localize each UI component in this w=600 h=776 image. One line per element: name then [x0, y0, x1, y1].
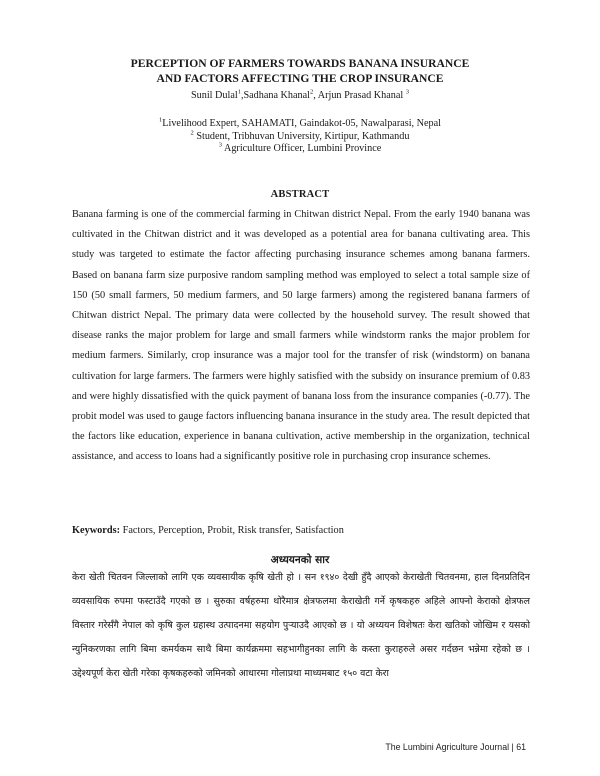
author-name: Sunil Dulal: [190, 90, 238, 101]
affiliation-list: [0, 118, 600, 156]
abstract-heading: ABSTRACT: [270, 189, 330, 200]
author-superscript: 3: [405, 88, 409, 96]
affiliation-line: $^2$ Student, Tribhuvan University, Kirtipur, Kathmandu: [190, 129, 410, 142]
abstract-text: Banana farming is one of the commercial farming in Chitwan district Nepal. From the early 1940 banana was cultivated in the Chitwan district and it was developed as a potential area for banana cultivating area. This study was targeted to estimate the factor affecting purchasing insurance schemes among banana farmers. Based on banana farm size purposive random sampling method was employed to select a total sample size of 150 (50 small farmers, 50 medium farmers, and 50 large farmers) among the registered banana farmers of Chitwan district Nepal. The primary data were collected by the household survey. The result showed that disease ranks the major problem for large and small farmers while windstorm ranks the major problem for medium farmers. Similarly, crop insurance was a major tool for the transfer of risk (windstorm) on banana cultivation for large farmers. The farmers were highly satisfied with the subsidy on insurance premium of 0.83 and were highly dissatisfied with the quick payment of banana loss from the insurance companies (-0.77). The probit model was used to gauge factors influencing banana insurance in the study area. The result depicted that the factors like education, experience in banana cultivation, active membership in the organization, technical assistance, and access to loans had a significantly positive role in purchasing crop insurance schemes.: [72, 209, 530, 463]
title-line-1: PERCEPTION OF FARMERS TOWARDS BANANA INSURANCE: [130, 57, 470, 70]
page-footer: The Lumbini Agriculture Journal | 61: [385, 742, 526, 752]
affiliation-line: $^1$Livelihood Expert, SAHAMATI, Gaindakot-05, Nawalparasi, Nepal: [159, 116, 441, 129]
nepali-abstract-heading: अध्ययनको सार: [270, 554, 330, 566]
author-list: Sunil Dulal$^1$,Sadhana Khanal$^2$, Arjun Prasad Khanal $^3$: [190, 88, 409, 101]
title-line-2: AND FACTORS AFFECTING THE CROP INSURANCE: [156, 72, 444, 85]
affiliation-line: $^3$ Agriculture Officer, Lumbini Province: [218, 141, 382, 154]
keywords-label: Keywords:: [72, 525, 121, 536]
keywords-text: Factors, Perception, Probit, Risk transfer, Satisfaction: [120, 525, 344, 536]
author-name: Arjun Prasad Khanal: [317, 90, 404, 101]
paper-title: [0, 56, 600, 86]
author-name: Sadhana Khanal: [243, 90, 310, 101]
nepali-abstract-text: केरा खेती चितवन जिल्लाको लागि एक व्यवसायीक कृषि खेती हो । सन १९४० देखी हुँदै आएको केराखेती चितवनमा, हाल दिनप्रतिदिन व्यवसायिक रुपमा फस्टाउँदै गएको छ । सुरुका वर्षहरुमा थोरैमात्र क्षेत्रफलमा केराखेती गर्ने कृषकहरु अहिले आफ्नो केराको क्षेत्रफल विस्तार गरेर्सँगै नेपाल को कृषि कुल ग्रहास्थ उत्पादनमा सहयोग पुऱ्याउदै आएको छ । यो अध्ययन विशेषतः केरा खतिको जोखिम र यसको न्युनिकरणका लागि बिमा कमर्यकम साथै बिमा कार्यक्रममा सहभागीहुनका लागि के कस्ता कुराहरुले असर गर्दछन भन्नेमा रहेको छ । उद्देश्यपूर्ण केरा खेती गरेका कृषकहरुको जमिनको आधारमा गोलाप्रथा माध्यमबाट १५० वटा केरा: [72, 572, 530, 679]
keywords: [72, 524, 530, 538]
author-superscript: 1: [237, 88, 241, 96]
author-superscript: 2: [309, 88, 314, 96]
